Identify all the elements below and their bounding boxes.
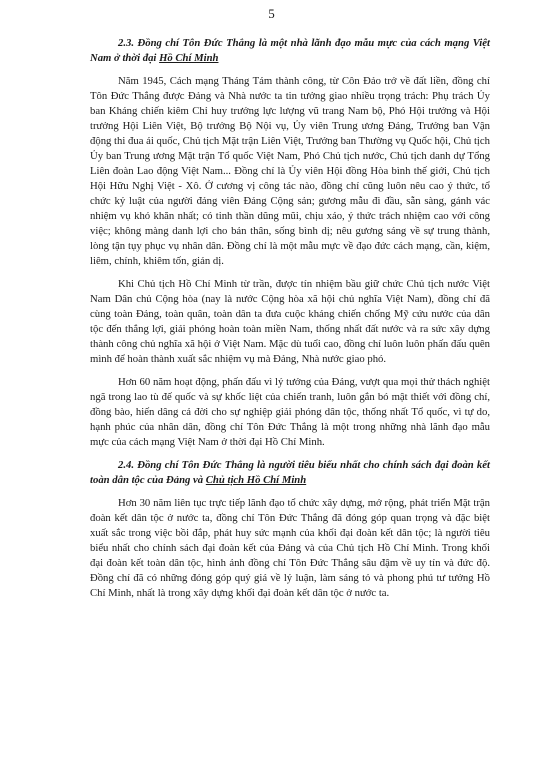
page-number: 5: [268, 6, 275, 21]
section-heading-text: 2.4. Đồng chí Tôn Đức Thắng là người tiêu biểu nhất cho chính sách đại đoàn kết toàn dân tộc của Đảng và: [90, 459, 490, 486]
section-heading-2-4: [90, 458, 490, 488]
section-heading-underlined: Chủ tịch Hồ Chí Minh: [205, 474, 307, 486]
document-body: [90, 36, 490, 609]
paragraph: Hơn 60 năm hoạt động, phấn đấu vì lý tưởng của Đảng, vượt qua mọi thử thách nghiệt ngã trong lao tù đế quốc và sự khốc liệt của chiến tranh, luôn gắn bó mật thiết với đồng chí, đồng bào, hiến dâng cả đời cho sự nghiệp giải phóng dân tộc, thống nhất Tổ quốc, vì tự do, hạnh phúc của nhân dân, đồng chí Tôn Đức Thắng là một trong những nhà lãnh đạo mẫu mực của cách mạng Việt Nam ở thời đại Hồ Chí Minh.: [90, 376, 490, 448]
paragraph: Khi Chủ tịch Hồ Chí Minh từ trần, được tín nhiệm bầu giữ chức Chủ tịch nước Việt Nam Dân chủ Cộng hòa (nay là nước Cộng hòa xã hội chủ nghĩa Việt Nam), đồng chí đã cùng toàn Đảng, toàn quân, toàn dân ta đưa cuộc kháng chiến chống Mỹ cứu nước của dân tộc đến thắng lợi, giải phóng hoàn toàn miền Nam, thống nhất đất nước và ra sức xây dựng thành công chủ nghĩa xã hội ở Việt Nam. Mặc dù tuổi cao, đồng chí luôn luôn phấn đấu quên mình để hoàn thành xuất sắc nhiệm vụ mà Đảng, Nhà nước giao phó.: [90, 278, 490, 365]
paragraph: Năm 1945, Cách mạng Tháng Tám thành công, từ Côn Đảo trở về đất liền, đồng chí Tôn Đức Thắng được Đảng và Nhà nước ta tin tưởng giao nhiều trọng trách: Phụ trách Ủy ban Kháng chiến kiêm Chỉ huy trưởng lực lượng vũ trang Nam bộ, Phó Hội trưởng và Hội trưởng Hội Liên Việt, Bộ trưởng Bộ Nội vụ, Ủy viên Trung ương Đảng, Trưởng ban Vận động thi đua ái quốc, Chủ tịch Mặt trận Liên Việt, Trưởng ban Thường vụ Quốc hội, Chủ tịch Ủy ban Trung ương Mặt trận Tổ quốc Việt Nam, Phó Chủ tịch nước, Chủ tịch danh dự Tổng Liên đoàn Lao động Việt Nam... Đồng chí là Ủy viên Hội đồng Hòa bình thế giới, Chủ tịch Hội Hữu Nghị Việt - Xô. Ở cương vị công tác nào, đồng chí cũng luôn nêu cao ý thức, tổ chức kỷ luật của người đảng viên Đảng Cộng sản; gương mẫu đi đầu, sẵn sàng, gánh vác nhiệm vụ khó khăn nhất; có tinh thần dũng mũi, chịu xáo, ý thức trách nhiệm cao với công việc; không màng danh lợi cho bản thân, sống bình dị; nêu gương sáng về sự trung thành, lòng tận tụy phục vụ nhân dân. Đồng chí là một mẫu mực về đạo đức cách mạng, cần, kiệm, liêm, chính, khiêm tốn, giản dị.: [90, 75, 490, 267]
paragraph: Hơn 30 năm liên tục trực tiếp lãnh đạo tổ chức xây dựng, mở rộng, phát triển Mặt trận đoàn kết dân tộc ở nước ta, đồng chí Tôn Đức Thắng đã đóng góp quan trọng và đặc biệt xuất sắc trong việc bồi đắp, phát huy sức mạnh của khối đại đoàn kết dân tộc; là người tiêu biểu nhất cho chính sách đại đoàn kết của Đảng và của Chủ tịch Hồ Chí Minh. Trong khối đại đoàn kết toàn dân tộc, hình ảnh đồng chí Tôn Đức Thắng sâu đậm về uy tín và đức độ. Đồng chí đã có những đóng góp quý giá về lý luận, làm sáng tỏ và phong phú tư tưởng Hồ Chí Minh, nhất là trong xây dựng khối đại đoàn kết dân tộc ở nước ta.: [90, 497, 490, 599]
section-heading-text: 2.3. Đồng chí Tôn Đức Thắng là một nhà lãnh đạo mẫu mực của cách mạng Việt Nam ở thời đại: [90, 37, 490, 64]
section-heading-underlined: Hồ Chí Minh: [159, 52, 219, 64]
section-heading-2-3: [90, 36, 490, 66]
